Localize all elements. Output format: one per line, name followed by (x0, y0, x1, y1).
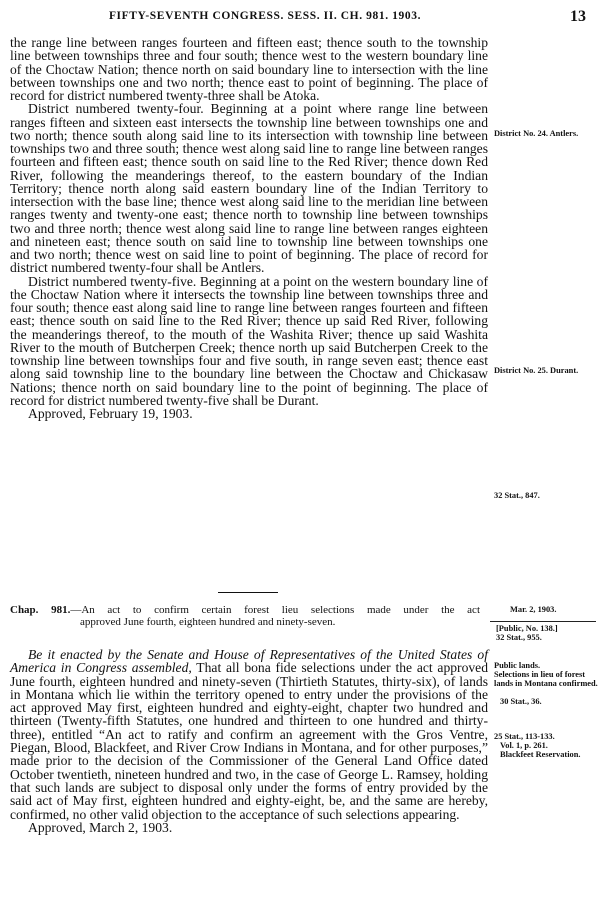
main-text (10, 36, 488, 420)
paragraph-district-23-end: the range line between ranges fourteen and fifteen east; thence south to the township line between townships three and four south; thence west to the western boundary line of the Choctaw Nation; thence north on said boundary line to intersection with the line between townships one and two north; thence east to point of beginning. The place of record for district numbered twenty-three shall be Atoka. (10, 35, 488, 103)
statute-citation: 32 Stat., 955. (496, 633, 542, 642)
margin-note-stat-113: 25 Stat., 113-133. (494, 732, 555, 741)
enactment-body: That all bona fide selections under the act approved June fourth, eighteen hundred and ninety-seven (Thirtieth Statutes, thirty-six), of lands in Montana which lie within the territory opened to entry under the provisions of the act approved May first, eighteen hundred and eighty-eight, chapter two hundred and thirteen (Twenty-fifth Statutes, one hundred and thirteen to one hundred and thirty-three), entitled “An act to ratify and confirm an agreement with the Gros Ventre, Piegan, Blood, Blackfeet, and River Crow Indians in Montana, and for other purposes,” made prior to the decision of the Commissioner of the General Land Office dated October twentieth, nineteen hundred and two, in the case of George L. Ramsey, holding that such lands are subject to disposal only under the forms of entry provided by the said act of May first, eighteen hundred and eighty-eight, be, and the same are hereby, confirmed, no other valid objection to the acceptance of such selections appearing. (10, 660, 489, 822)
enactment-text (10, 648, 488, 834)
chapter-heading (10, 604, 480, 628)
running-title: FIFTY-SEVENTH CONGRESS. SESS. II. CH. 981. 1903. (108, 10, 422, 22)
chapter-side-notes (490, 605, 598, 642)
section-divider (218, 592, 278, 593)
enacting-clause: Be it enacted by the Senate and House of Representatives of the United States of America in Congress assembled, (10, 647, 488, 676)
page-number: 13 (570, 8, 586, 25)
margin-note-blackfeet: Blackfeet Reservation. (500, 750, 581, 759)
approval-date-2: Approved, March 2, 1903. (28, 819, 173, 835)
page-header (0, 10, 600, 28)
approval-date-1: Approved, February 19, 1903. (28, 406, 193, 421)
margin-note-vol: Vol. 1, p. 261. (500, 741, 548, 750)
side-divider (490, 621, 596, 622)
chapter-label: Chap. 981. (10, 604, 71, 616)
chapter-title-line-2: approved June fourth, eighteen hundred and ninety-seven. (80, 616, 336, 628)
paragraph-district-25: District numbered twenty-five. Beginning at a point on the western boundary line of the Choctaw Nation where it intersects the township line between townships three and four south; thence east along said line to range line between ranges fourteen and fifteen east; thence south on said line to the Red River; thence up said Red River, following the meanderings thereof, to the mouth of the Washita River; thence up said Washita River to the mouth of Butcherpen Creek; thence north up said Butcherpen Creek to the township line between townships four and five south, in range seven east; thence east along said township line to the boundary line between the Choctaw and Chickasaw Nations; thence north on said boundary line to the point of beginning. The place of record for district numbered twenty-five shall be Durant. (10, 273, 488, 408)
margin-note-stat-847: 32 Stat., 847. (494, 491, 540, 500)
margin-note-district-25: District No. 25. Durant. (494, 366, 579, 375)
margin-note-district-24: District No. 24. Antlers. (494, 129, 579, 138)
public-law-number: [Public, No. 138.] (496, 624, 558, 633)
margin-note-public-lands: Public lands. (494, 661, 541, 670)
chapter-title-line-1: —An act to confirm certain forest lieu selections made under the act (70, 604, 480, 616)
chapter-date: Mar. 2, 1903. (510, 605, 557, 614)
margin-note-selections: Selections in lieu of forest lands in Montana confirmed. (494, 670, 598, 688)
margin-note-stat-36: 30 Stat., 36. (500, 697, 542, 706)
paragraph-district-24: District numbered twenty-four. Beginning at a point where range line between ranges fifteen and sixteen east intersects the township line between townships one and two north; thence south along said line to its intersection with township line between townships two and three south; thence west along said line to range line between ranges fourteen and fifteen east; thence south on said line to the Red River; thence down Red River, following the meanderings thereof, to the eastern boundary of the Indian Territory; thence north along said eastern boundary line of the Indian Territory to intersection with the base line; thence west along said line to the meridian line between ranges twenty and twenty-one east; thence north to township line between townships two and three north; thence west along said line to range line between ranges eighteen and nineteen east; thence south on said line to township line between townships one and two north; thence west on said line to point of beginning. The place of record for district numbered twenty-four shall be Antlers. (10, 101, 488, 276)
